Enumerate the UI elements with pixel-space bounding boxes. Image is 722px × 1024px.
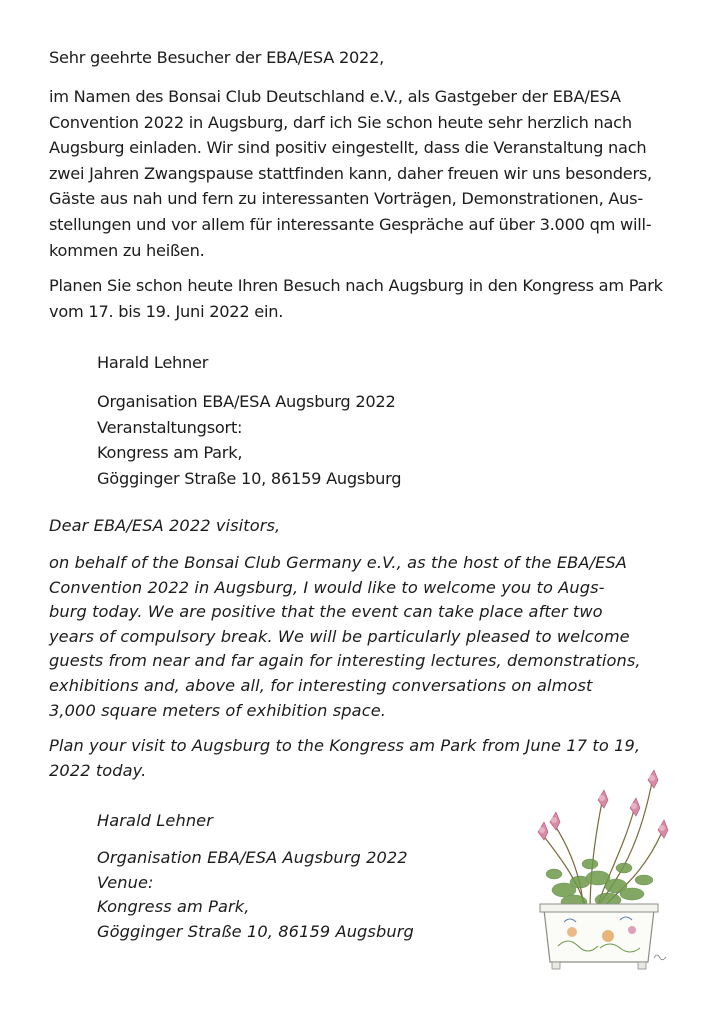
text-line: kommen zu heißen. [49,240,205,260]
english-greeting [49,514,679,539]
text-line: Organisation EBA/ESA Augsburg 2022 [97,848,408,867]
text-line: Convention 2022 in Augsburg, I would like to welcome you to Augs- [49,577,605,597]
english-signature-address [97,846,517,944]
text-line: 3,000 square meters of exhibition space. [49,700,387,720]
text-line: Convention 2022 in Augsburg, darf ich Sie schon heute sehr herzlich nach [49,112,632,132]
text-line: Plan your visit to Augsburg to the Kongress am Park from June 17 to 19, [49,736,641,755]
text-line: guests from near and far again for interesting lectures, demonstrations, [49,651,641,671]
text-line: stellungen und vor allem für interessante Gespräche auf über 3.000 qm will- [49,214,652,234]
german-signature-address [97,389,517,491]
text-line: Harald Lehner [97,811,213,830]
text-line: Dear EBA/ESA 2022 visitors, [49,516,281,535]
text-line: Gögginger Straße 10, 86159 Augsburg [97,921,414,941]
flower-pot [540,904,658,969]
text-line: Augsburg einladen. Wir sind positiv eingestellt, dass die Veranstaltung nach [49,138,647,158]
text-line: Gäste aus nah und fern zu interessanten Vorträgen, Demonstrationen, Aus- [49,189,643,209]
text-line: Kongress am Park, [97,443,243,463]
text-line: zwei Jahren Zwangspause stattfinden kann, daher freuen wir uns besonders, [49,163,652,183]
plant-leaves [546,859,653,909]
text-line: Harald Lehner [97,353,209,372]
text-line: Veranstaltungsort: [97,417,243,437]
text-line: 2022 today. [49,760,147,780]
text-line: Sehr geehrte Besucher der EBA/ESA 2022, [49,48,385,67]
text-line: exhibitions and, above all, for interesting conversations on almost [49,675,593,695]
text-line: Kongress am Park, [97,897,250,917]
english-paragraph-1 [49,551,679,723]
text-line: Venue: [97,872,154,892]
text-line: Gögginger Straße 10, 86159 Augsburg [97,468,402,488]
english-signature-name [97,809,517,834]
text-line: Planen Sie schon heute Ihren Besuch nach Augsburg in den Kongress am Park [49,276,663,295]
text-line: Organisation EBA/ESA Augsburg 2022 [97,392,396,411]
text-line: im Namen des Bonsai Club Deutschland e.V., als Gastgeber der EBA/ESA [49,87,621,106]
text-line: vom 17. bis 19. Juni 2022 ein. [49,301,284,321]
text-line: on behalf of the Bonsai Club Germany e.V., as the host of the EBA/ESA [49,553,627,572]
text-line: years of compulsory break. We will be particularly pleased to welcome [49,626,630,646]
text-line: burg today. We are positive that the event can take place after two [49,602,603,622]
bonsai-flower-pot-illustration [524,762,674,977]
german-signature-name [97,350,517,376]
german-paragraph-2 [49,273,679,324]
german-greeting [49,45,679,71]
german-paragraph-1 [49,84,679,263]
artist-signature-mark [654,955,666,960]
